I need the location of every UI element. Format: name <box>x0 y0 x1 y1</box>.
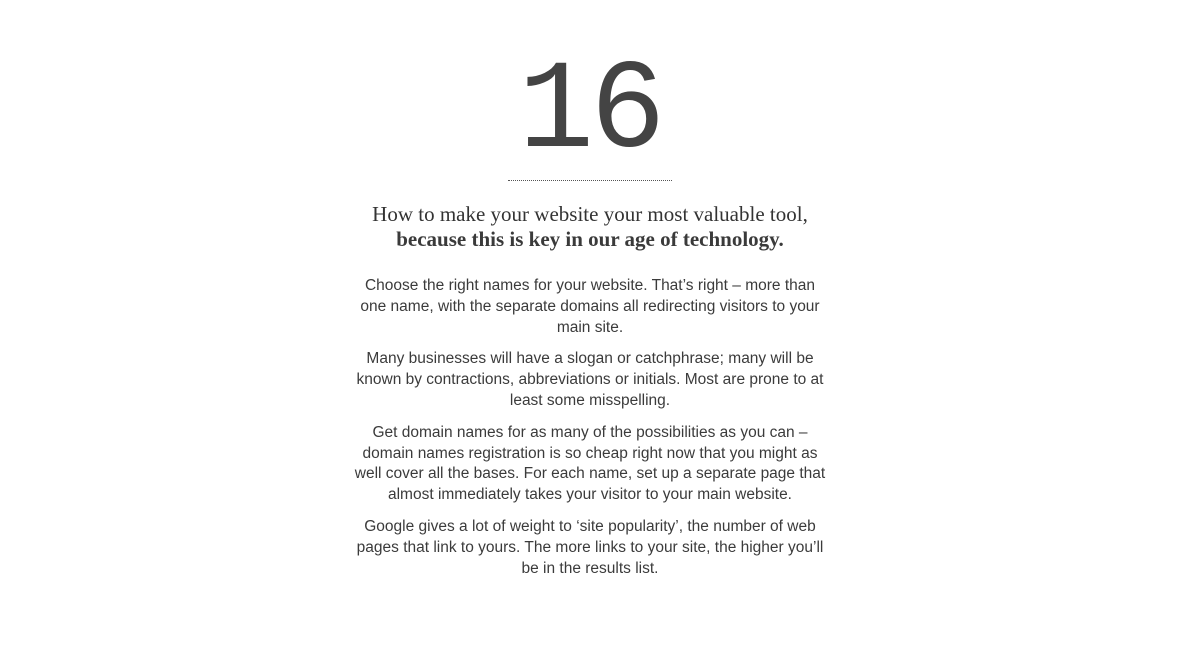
paragraph: Many businesses will have a slogan or catchphrase; many will be known by contractions, abbreviations or initials. Most are prone to at least some misspelling. <box>356 350 824 409</box>
heading-line-1: How to make your website your most valuable tool, <box>372 202 808 226</box>
paragraph: Choose the right names for your website. That’s right – more than one name, with the separate domains all redirecting visitors to your main site. <box>360 277 820 336</box>
paragraph: Get domain names for as many of the possibilities as you can – domain names registration is so cheap right now that you might as well cover all the bases. For each name, set up a separate page that almost immediately takes your visitor to your main website. <box>354 423 826 504</box>
body-text <box>350 276 830 590</box>
paragraph: Google gives a lot of weight to ‘site popularity’, the number of web pages that link to yours. The more links to your site, the higher you’ll be in the results list. <box>356 517 824 577</box>
dotted-divider <box>508 180 672 181</box>
page-number: 16 <box>518 41 662 184</box>
section-heading <box>290 202 890 252</box>
heading-line-2: because this is key in our age of technology. <box>396 227 784 251</box>
